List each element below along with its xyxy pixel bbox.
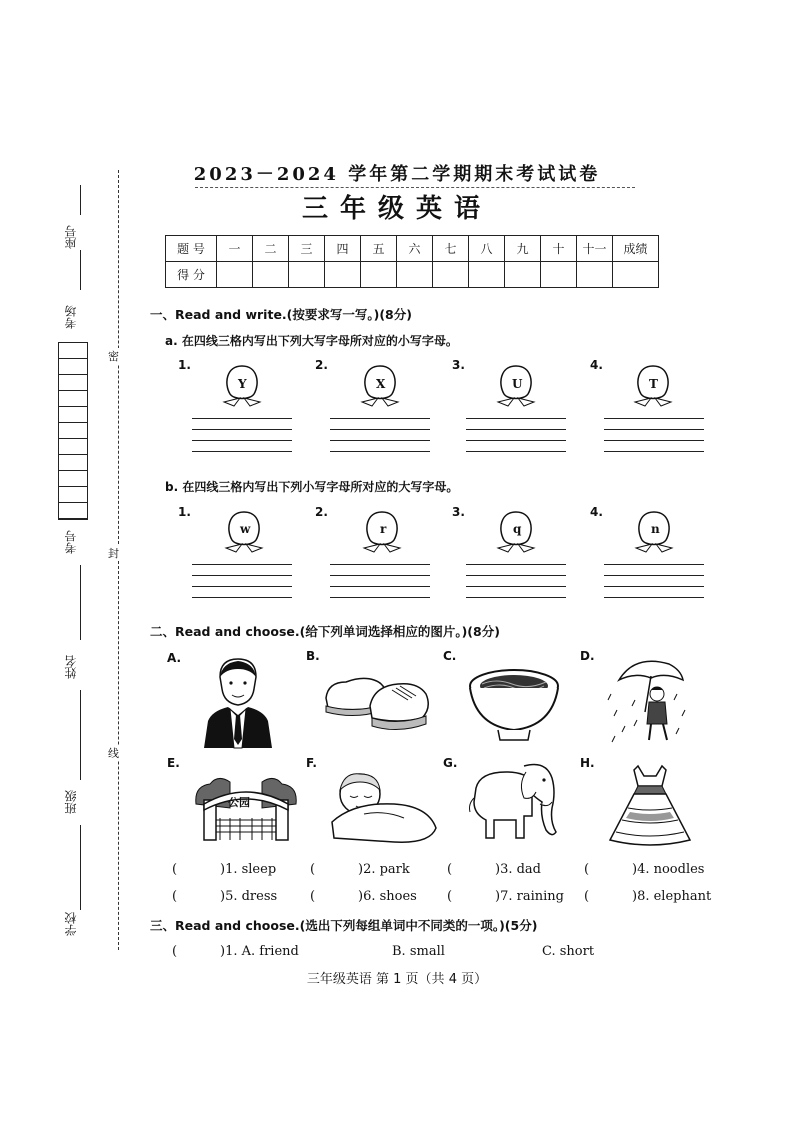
shoes-picture [322,668,434,744]
item-number: 4. [590,358,603,372]
score-header-cell: 七 [433,236,469,262]
score-cell[interactable] [361,262,397,288]
peach-letter: X [376,377,386,391]
peach-letter: T [649,377,658,391]
seal-xian-text: 线 [108,747,119,760]
score-table [165,235,659,288]
writing-lines[interactable] [192,418,292,452]
answer-paren[interactable]: ( [172,862,178,877]
score-cell[interactable] [541,262,577,288]
question-option-a: )1. A. friend [220,944,299,959]
exam-title: 2023－2024 学年第二学期期末考试试卷 [193,164,601,185]
school-label: 学校 [64,912,78,936]
score-header-cell: 一 [217,236,253,262]
score-value-row [166,262,659,288]
question-option-c: C. short [542,944,595,959]
score-cell[interactable] [325,262,361,288]
score-header-cell: 四 [325,236,361,262]
item-number: 2. [315,505,328,519]
question-option-b: B. small [392,944,445,959]
score-cell[interactable] [289,262,325,288]
score-header-row [166,236,659,262]
peach-letter: r [380,522,387,536]
section1-part-a: a. 在四线三格内写出下列大写字母所对应的小写字母。 [165,334,458,348]
seat-field[interactable] [80,250,81,290]
answer-paren[interactable]: ( [310,889,316,904]
choice-item: )1. sleep [220,862,277,877]
option-label: D. [580,649,595,663]
score-cell[interactable] [433,262,469,288]
item-number: 4. [590,505,603,519]
choice-item: )7. raining [495,889,564,904]
class-label: 班级 [64,790,78,814]
choice-item: )6. shoes [358,889,417,904]
score-header-cell: 二 [253,236,289,262]
score-header-cell: 五 [361,236,397,262]
raining-picture [605,650,693,754]
answer-paren[interactable]: ( [447,889,453,904]
page-footer: 三年级英语 第 1 页（共 4 页） [306,972,488,987]
exam-number-field[interactable] [80,565,81,640]
section1-title: 一、Read and write.(按要求写一写。)(8分) [150,307,412,322]
park-sign-text: 公园 [228,796,250,809]
score-header-cell: 题 号 [166,236,217,262]
option-label: G. [443,756,458,770]
choice-item: )4. noodles [632,862,705,877]
subject-title: 三年级英语 [301,194,492,224]
score-cell[interactable] [217,262,253,288]
section1-part-b: b. 在四线三格内写出下列小写字母所对应的大写字母。 [165,480,459,494]
writing-lines[interactable] [604,564,704,598]
score-header-cell: 八 [469,236,505,262]
score-header-cell: 九 [505,236,541,262]
option-label: C. [443,649,457,663]
answer-paren[interactable]: ( [584,862,590,877]
item-number: 1. [178,505,191,519]
answer-paren[interactable]: ( [172,944,178,959]
score-cell[interactable] [253,262,289,288]
score-cell[interactable] [397,262,433,288]
score-cell[interactable] [505,262,541,288]
option-label: B. [306,649,320,663]
answer-paren[interactable]: ( [172,889,178,904]
school-field[interactable] [80,870,81,910]
dress-picture [606,762,694,852]
item-number: 1. [178,358,191,372]
choice-item: )8. elephant [632,889,712,904]
sleep-picture [324,766,440,850]
name-field[interactable] [80,690,81,780]
choice-item: )3. dad [495,862,542,877]
score-row-label: 得 分 [166,262,217,288]
writing-lines[interactable] [192,564,292,598]
peach-letter: Y [238,377,247,391]
score-header-cell: 十 [541,236,577,262]
peach-letter: n [651,522,660,536]
exam-number-grid[interactable] [58,342,88,520]
item-number: 3. [452,358,465,372]
name-label: 姓名 [64,655,78,679]
writing-lines[interactable] [466,418,566,452]
seat-label: 座号 [64,225,78,249]
seal-mi-text: 密 [108,350,119,363]
elephant-picture [466,758,564,852]
writing-lines[interactable] [604,418,704,452]
peach-letter: U [512,377,523,391]
score-cell[interactable] [613,262,659,288]
peach-letter: q [513,522,522,536]
room-label: 考场 [64,305,78,329]
score-header-cell: 成绩 [613,236,659,262]
score-header-cell: 六 [397,236,433,262]
answer-paren[interactable]: ( [584,889,590,904]
option-label: F. [306,756,317,770]
seal-feng-text: 封 [108,547,119,560]
score-header-cell: 三 [289,236,325,262]
item-number: 2. [315,358,328,372]
writing-lines[interactable] [330,418,430,452]
choice-item: )2. park [358,862,410,877]
answer-paren[interactable]: ( [310,862,316,877]
score-header-cell: 十一 [577,236,613,262]
writing-lines[interactable] [466,564,566,598]
choice-item: )5. dress [220,889,278,904]
item-number: 3. [452,505,465,519]
man-picture [198,655,276,754]
park-picture [190,774,302,848]
writing-lines[interactable] [330,564,430,598]
noodles-picture [466,664,562,748]
score-cell[interactable] [577,262,613,288]
option-label: H. [580,756,595,770]
option-label: A. [167,651,182,665]
option-label: E. [167,756,180,770]
section3-title: 三、Read and choose.(选出下列每组单词中不同类的一项。)(5分) [150,918,538,933]
section2-title: 二、Read and choose.(给下列单词选择相应的图片。)(8分) [150,624,500,639]
score-cell[interactable] [469,262,505,288]
answer-paren[interactable]: ( [447,862,453,877]
exam-number-label: 考号 [64,530,78,554]
peach-letter: w [240,522,251,536]
